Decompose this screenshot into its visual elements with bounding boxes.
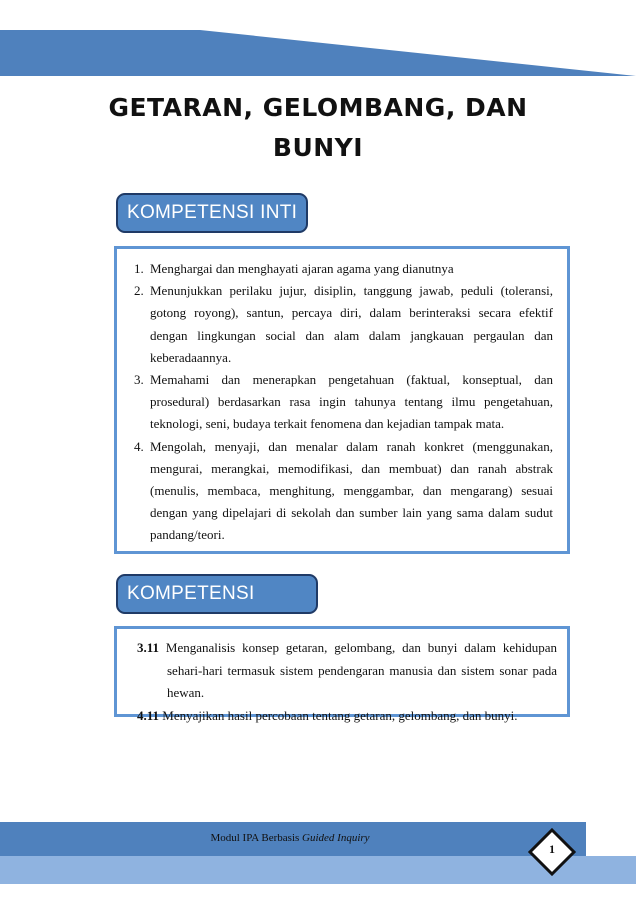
kompetensi-inti-item: 3. Memahami dan menerapkan pengetahuan (faktual, konseptual, dan prosedural) berdasarkan rasa ingin tahunya tentang ilmu pengetahuan, teknologi, seni, budaya terkait fenomena dan kejadian tampak mata. xyxy=(147,369,553,436)
kd-text: Menyajikan hasil percobaan tentang getaran, gelombang, dan bunyi. xyxy=(162,707,518,723)
kompetensi-inti-item: 2. Menunjukkan perilaku jujur, disiplin, tanggung jawab, peduli (toleransi, gotong royong), santun, percaya diri, dalam berinteraksi secara efektif dengan lingkungan social dan alam dalam jangkauan pergaulan dan keberadaannya. xyxy=(147,280,553,369)
kompetensi-dasar-box xyxy=(114,626,570,723)
kompetensi-inti-item: 4. Mengolah, menyaji, dan menalar dalam ranah konkret (menggunakan, mengurai, merangkai, memodifikasi, dan membuat) dan ranah abstrak (menulis, membaca, menghitung, menggambar, dan mengarang) sesuai dengan yang dipelajari di sekolah dan sumber lain yang sama dalam sudut pandang/teori. xyxy=(147,436,553,547)
kompetensi-dasar-item-3-11 xyxy=(127,637,557,705)
kd-code: 3.11 xyxy=(137,640,160,655)
kompetensi-dasar-item-4-11 xyxy=(127,705,557,728)
top-header-band xyxy=(0,0,636,80)
kompetensi-inti-item: 1. Menghargai dan menghayati ajaran agama yang dianutnya xyxy=(147,258,553,280)
page-title-line-1: GETARAN, GELOMBANG, DAN xyxy=(108,93,528,122)
kompetensi-inti-list xyxy=(117,258,567,547)
footer-module-title xyxy=(0,832,580,844)
page-title-line-2: BUNYI xyxy=(272,133,364,162)
page-number: 1 xyxy=(549,842,555,856)
kd-code: 4.11 xyxy=(137,707,160,723)
kompetensi-inti-heading: KOMPETENSI INTI xyxy=(116,193,308,233)
kd-text: Menganalisis konsep getaran, gelombang, dan bunyi dalam kehidupan sehari-hari termasuk sistem pendengaran manusia dan sistem sonar pada hewan. xyxy=(165,640,557,700)
footer-prefix: Modul IPA Berbasis xyxy=(210,832,303,844)
kompetensi-inti-box xyxy=(114,246,570,554)
footer-italic: Guided Inquiry xyxy=(302,832,370,844)
kompetensi-dasar-heading: KOMPETENSI xyxy=(116,574,318,614)
